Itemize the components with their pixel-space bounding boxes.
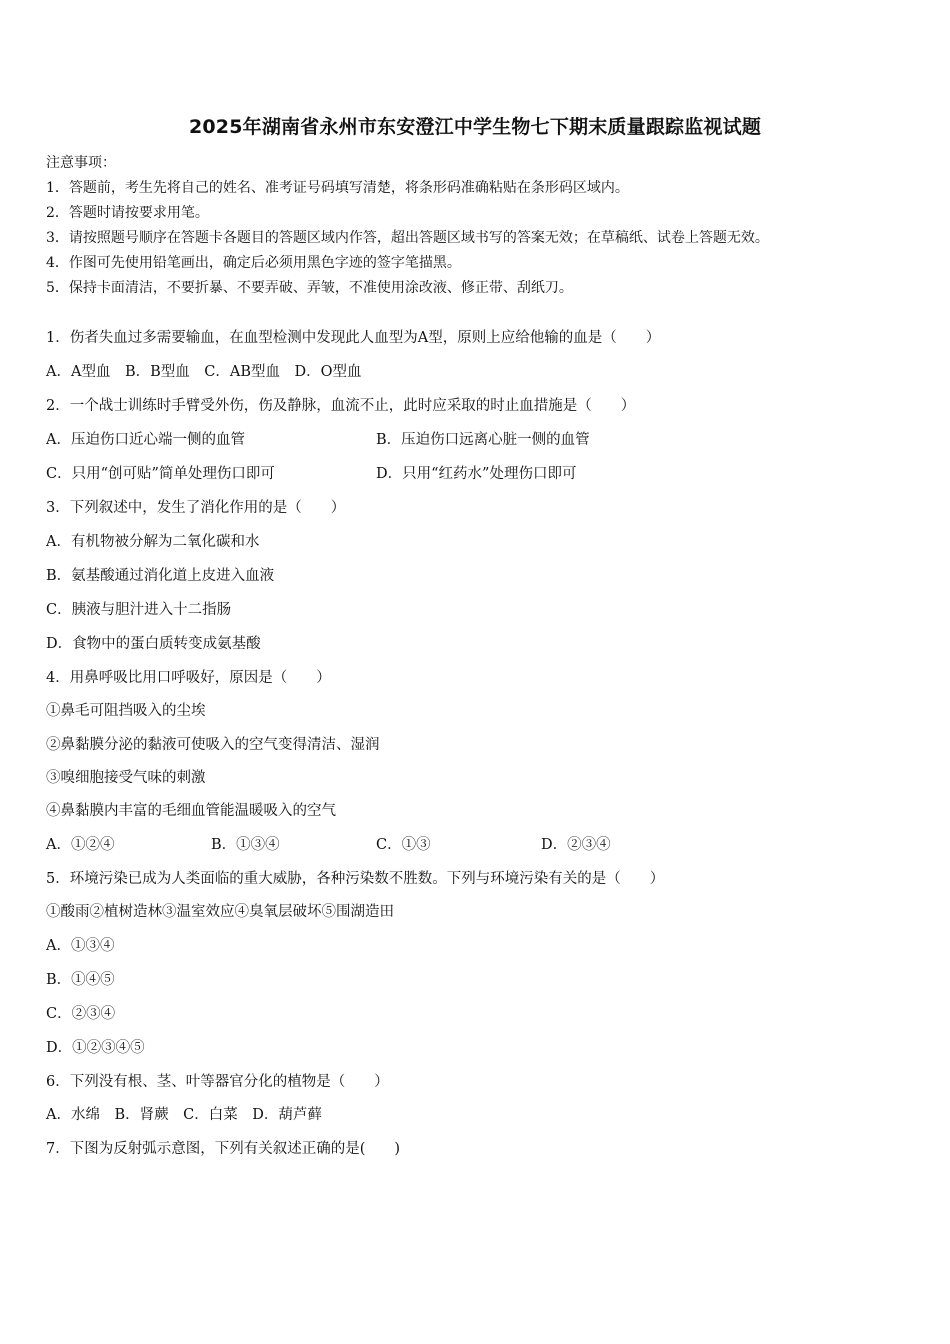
question-4-statement-1: ①鼻毛可阻挡吸入的尘埃 xyxy=(46,703,206,719)
note-item: 1．答题前，考生先将自己的姓名、准考证号码填写清楚，将条形码准确粘贴在条形码区域内。 xyxy=(46,180,629,196)
note-item: 4．作图可先使用铅笔画出，确定后必须用黑色字迹的签字笔描黑。 xyxy=(46,255,461,271)
question-3-option-b: B．氨基酸通过消化道上皮进入血液 xyxy=(46,568,275,584)
question-6-stem: 6．下列没有根、茎、叶等器官分化的植物是（ ） xyxy=(46,1074,389,1090)
question-5-option-a: A．①③④ xyxy=(46,938,115,954)
note-item: 3．请按照题号顺序在答题卡各题目的答题区域内作答，超出答题区域书写的答案无效；在草稿纸、试卷上答题无效。 xyxy=(46,230,769,246)
note-item: 2．答题时请按要求用笔。 xyxy=(46,205,209,221)
page-title: 2025年湖南省永州市东安澄江中学生物七下期末质量跟踪监视试题 xyxy=(188,116,762,138)
question-6-options: A．水绵 B．肾蕨 C．白菜 D．葫芦藓 xyxy=(46,1107,322,1123)
question-4-statement-4: ④鼻黏膜内丰富的毛细血管能温暖吸入的空气 xyxy=(46,803,336,819)
question-4-statement-2: ②鼻黏膜分泌的黏液可使吸入的空气变得清洁、湿润 xyxy=(46,737,380,753)
note-item: 5．保持卡面清洁，不要折暴、不要弄破、弄皱，不准使用涂改液、修正带、刮纸刀。 xyxy=(46,280,573,296)
question-4-statement-3: ③嗅细胞接受气味的刺激 xyxy=(46,770,206,786)
question-2-option-c: C．只用“创可贴”简单处理伤口即可 xyxy=(46,466,275,482)
question-1-stem: 1．伤者失血过多需要输血，在血型检测中发现此人血型为A型，原则上应给他输的血是（ ） xyxy=(46,330,661,346)
question-2-stem: 2．一个战士训练时手臂受外伤，伤及静脉，血流不止，此时应采取的时止血措施是（ ） xyxy=(46,398,636,414)
question-2-option-d: D．只用“红药水”处理伤口即可 xyxy=(376,466,577,482)
question-4-stem: 4．用鼻呼吸比用口呼吸好，原因是（ ） xyxy=(46,670,331,686)
question-4-option-a: A．①②④ xyxy=(46,837,115,853)
question-3-stem: 3．下列叙述中，发生了消化作用的是（ ） xyxy=(46,500,346,516)
question-5-stem: 5．环境污染已成为人类面临的重大威胁，各种污染数不胜数。下列与环境污染有关的是（ ） xyxy=(46,871,665,887)
question-4-option-b: B．①③④ xyxy=(211,837,280,853)
question-5-option-c: C．②③④ xyxy=(46,1006,116,1022)
question-5-items: ①酸雨②植树造林③温室效应④臭氧层破坏⑤围湖造田 xyxy=(46,904,394,920)
question-3-option-a: A．有机物被分解为二氧化碳和水 xyxy=(46,534,260,550)
question-3-option-c: C．胰液与胆汁进入十二指肠 xyxy=(46,602,232,618)
question-2-option-a: A．压迫伤口近心端一侧的血管 xyxy=(46,432,245,448)
question-5-option-d: D．①②③④⑤ xyxy=(46,1040,145,1056)
question-7-stem: 7．下图为反射弧示意图，下列有关叙述正确的是( ) xyxy=(46,1141,401,1157)
question-2-option-b: B．压迫伤口远离心脏一侧的血管 xyxy=(376,432,590,448)
question-4-option-c: C．①③ xyxy=(376,837,431,853)
question-1-options: A．A型血 B．B型血 C．AB型血 D．O型血 xyxy=(46,364,362,380)
question-3-option-d: D．食物中的蛋白质转变成氨基酸 xyxy=(46,636,261,652)
notes-heading: 注意事项： xyxy=(46,155,116,171)
question-4-option-d: D．②③④ xyxy=(541,837,611,853)
question-5-option-b: B．①④⑤ xyxy=(46,972,115,988)
